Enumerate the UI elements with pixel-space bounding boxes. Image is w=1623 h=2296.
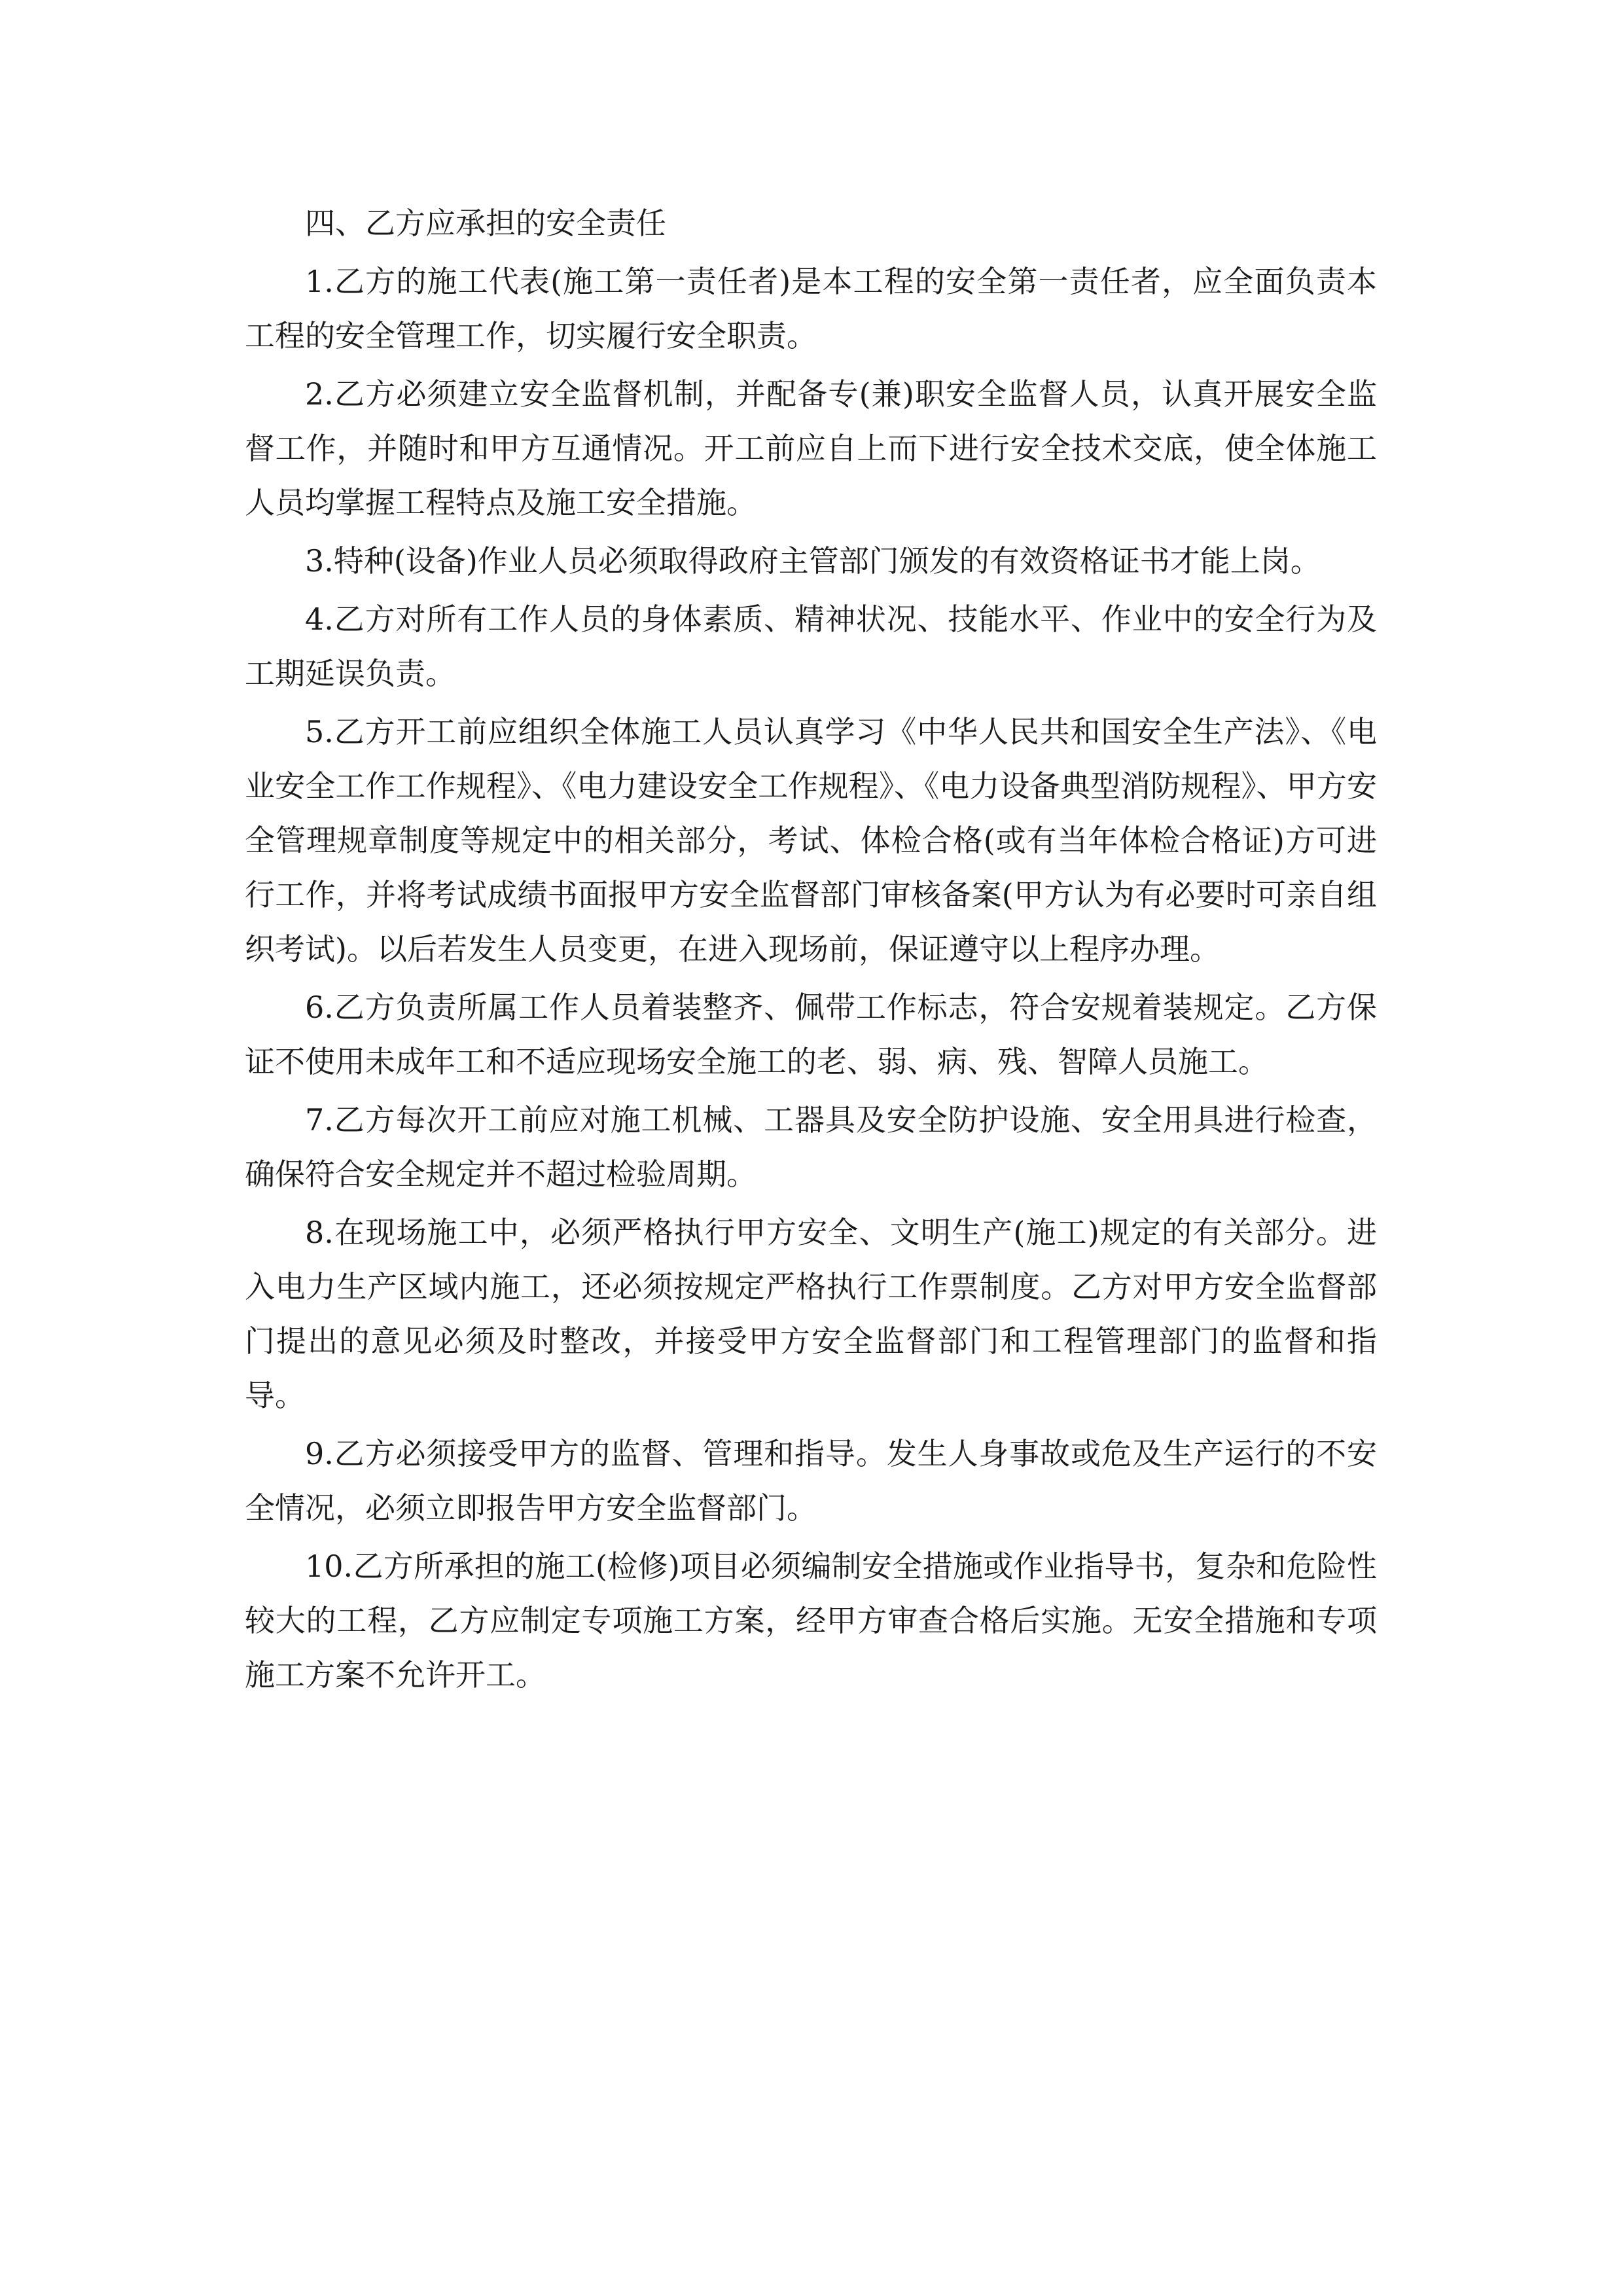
clause-3: 3.特种(设备)作业人员必须取得政府主管部门颁发的有效资格证书才能上岗。 [305,543,1321,579]
clause-8: 8.在现场施工中，必须严格执行甲方安全、文明生产(施工)规定的有关部分。进入电力生产区域内施工，还必须按规定严格执行工作票制度。乙方对甲方安全监督部门提出的意见必须及时整改，并接受甲方安全监督部门和工程管理部门的监督和指导。 [245,1215,1377,1413]
clause-7: 7.乙方每次开工前应对施工机械、工器具及安全防护设施、安全用具进行检查，确保符合安全规定并不超过检验周期。 [245,1102,1377,1192]
clause-10: 10.乙方所承担的施工(检修)项目必须编制安全措施或作业指导书，复杂和危险性较大的工程，乙方应制定专项施工方案，经甲方审查合格后实施。无安全措施和专项施工方案不允许开工。 [245,1549,1377,1693]
clause-6: 6.乙方负责所属工作人员着装整齐、佩带工作标志，符合安规着装规定。乙方保证不使用未成年工和不适应现场安全施工的老、弱、病、残、智障人员施工。 [245,990,1377,1079]
clause-4: 4.乙方对所有工作人员的身体素质、精神状况、技能水平、作业中的安全行为及工期延误负责。 [245,601,1377,691]
clause-5: 5.乙方开工前应组织全体施工人员认真学习《中华人民共和国安全生产法》、《电业安全工作工作规程》、《电力建设安全工作规程》、《电力设备典型消防规程》、甲方安全管理规章制度等规定中的相关部分，考试、体检合格(或有当年体检合格证)方可进行工作，并将考试成绩书面报甲方安全监督部门审核备案(甲方认为有必要时可亲自组织考试)。以后若发生人员变更，在进入现场前，保证遵守以上程序办理。 [245,714,1377,967]
clause-2: 2.乙方必须建立安全监督机制，并配备专(兼)职安全监督人员，认真开展安全监督工作，并随时和甲方互通情况。开工前应自上而下进行安全技术交底，使全体施工人员均掌握工程特点及施工安全措施。 [245,376,1377,520]
clause-1: 1.乙方的施工代表(施工第一责任者)是本工程的安全第一责任者，应全面负责本工程的安全管理工作，切实履行安全职责。 [245,264,1377,353]
clause-9: 9.乙方必须接受甲方的监督、管理和指导。发生人身事故或危及生产运行的不安全情况，必须立即报告甲方安全监督部门。 [245,1436,1377,1526]
section-heading: 四、乙方应承担的安全责任 [305,206,666,241]
document-body [245,196,1377,1706]
